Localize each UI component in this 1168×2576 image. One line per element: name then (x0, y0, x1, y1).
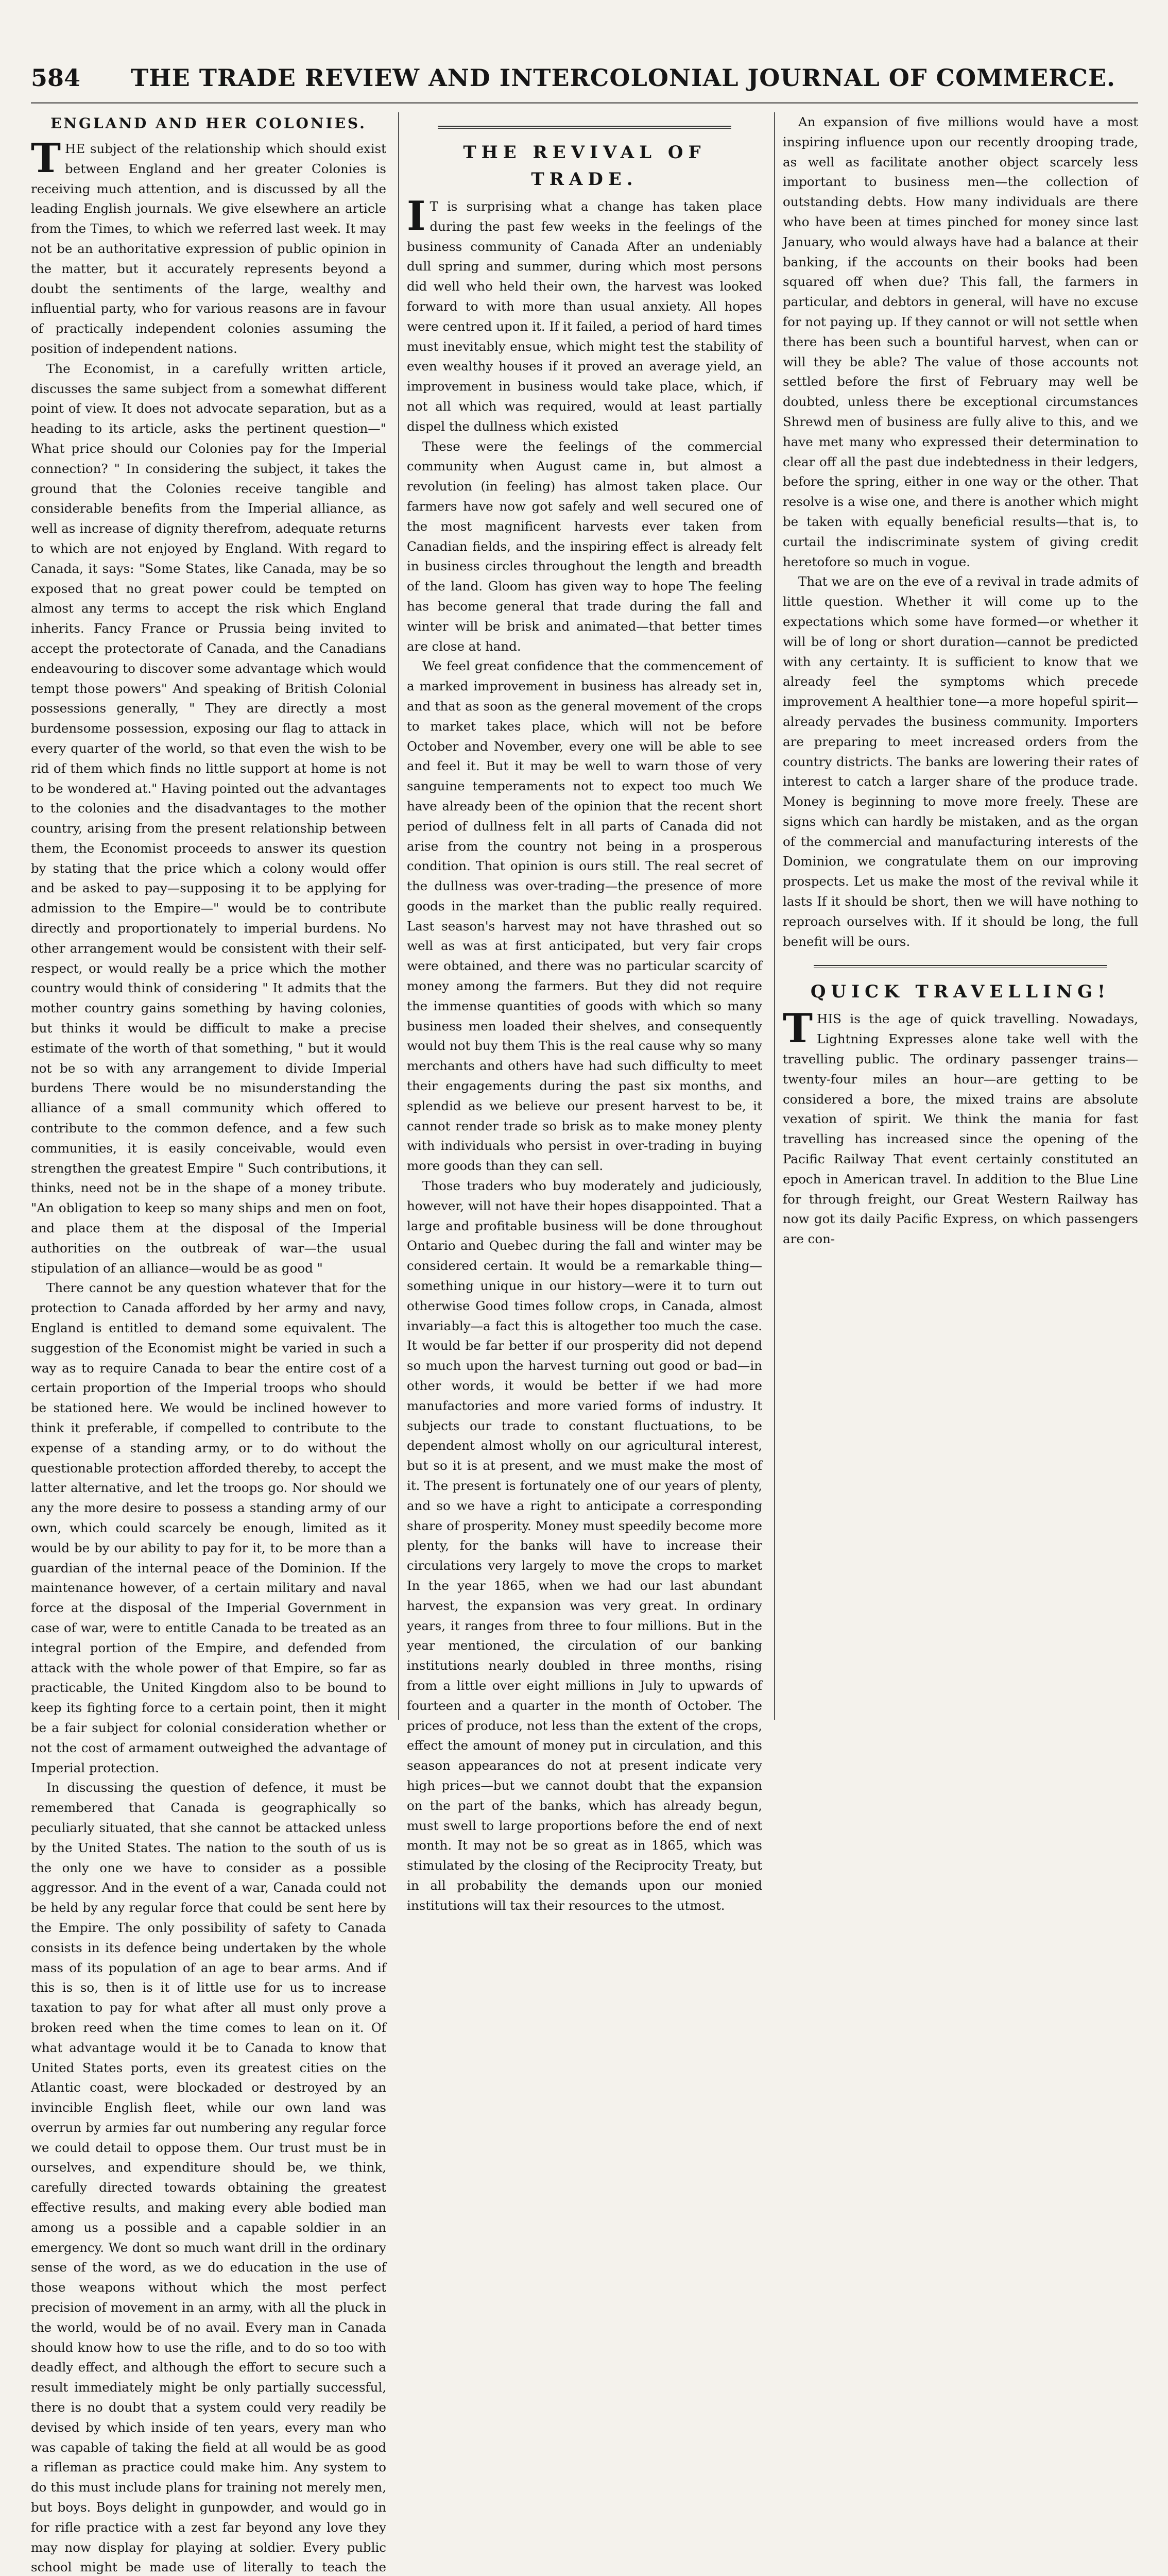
column-2 (407, 112, 762, 1913)
headline-revival-of-trade: THE REVIVAL OF TRADE. (463, 142, 706, 190)
article-columns (31, 112, 1138, 2575)
article-paragraph: THIS is the age of quick travelling. Nowadays, Lightning Expresses alone take well with the travelling public. The ordinary passenger trains—twenty-four miles an hour—are getting to be considered a bore, the mixed trains are absolute vexation of spirit. We think the mania for fast travelling has increased since the opening of the Pacific Railway That event certainly constituted an epoch in American travel. In addition to the Blue Line for through freight, our Great Western Railway has now got its daily Pacific Express, on which passengers are con- (783, 1005, 1138, 1247)
article-paragraph: We feel great confidence that the commencement of a marked improvement in business has already set in, and that as soon as the general movement of the crops to market takes place, which will not be before October and November, every one will be able to see and feel it. But it may be well to warn those of very sanguine temperaments not to expect too much We have already been of the opinion that the recent short period of dullness felt in all parts of Canada did not arise from the country not being in a prosperous condition. That opinion is ours still. The real secret of the dullness was over-trading—the presence of more goods in the market than the public really required. Last season's harvest may not have thrashed out so well as was at first anticipated, but very fair crops were obtained, and there was no particular scarcity of money among the farmers. But they did not require the immense quantities of goods with which so many business men loaded their shelves, and consequently would not buy them This is the real cause why so many merchants and others have had such difficulty to meet their engagements during the past six months, and splendid as we believe our present harvest to be, it cannot render trade so brisk as to make money plenty with individuals who persist in over-trading in buying more goods than they can sell. (407, 658, 762, 1174)
article-paragraph: An expansion of five millions would have a most inspiring influence upon our recently drooping trade, as well as facilitate another object scarcely less important to business men—the collection of outstanding debts. How many individuals are there who have been at times pinched for money since last January, who would always have had a balance at their banking, if the accounts on their books had been squared off when due? This fall, the farmers in particular, and debtors in general, will have no excuse for not paying up. If they cannot or will not settle when there has been such a bountiful harvest, when can or will they be able? The value of those accounts not settled before the first of February may well be doubted, unless there be exceptional circumstances Shrewd men of business are fully alive to this, and we have met many who expressed their determination to clear off all the past due indebtedness in their ledgers, before the spring, either in one way or the other. That resolve is a wise one, and there is another which might be taken with equally beneficial results—that is, to curtail the indiscriminate system of giving credit heretofore so much in vogue. (783, 114, 1138, 569)
headline-england-colonies: ENGLAND AND HER COLONIES. (50, 115, 367, 132)
article-paragraph: These were the feelings of the commercial community when August came in, but almost a revolution (in feeling) has almost taken place. Our farmers have now got safely and well secured one of the most magnificent harvests ever taken from Canadian fields, and the inspiring effect is already felt in business circles throughout the length and breadth of the land. Gloom has given way to hope The feeling has become general that trade during the fall and winter will be brisk and animated—that better times are close at hand. (407, 438, 762, 654)
column-rule (774, 112, 775, 1720)
column-3 (783, 112, 1138, 1720)
article-paragraph: THE subject of the relationship which should exist between England and her greater Colonies is receiving much attention, and is discussed by all the leading English journals. We give elsewhere an article from the Times, to which we referred last week. It may not be an authoritative expression of public opinion in the matter, but it accurately represents beyond a doubt the sentiments of the large, wealthy and influential party, who for various reasons are in favour of practically independent colonies assuming the position of independent nations. (31, 135, 386, 356)
drop-cap: I (407, 193, 426, 240)
masthead (31, 61, 1138, 104)
section-divider (814, 965, 1107, 968)
headline-quick-travelling: QUICK TRAVELLING! (810, 981, 1111, 1003)
running-title: THE TRADE REVIEW AND INTERCOLONIAL JOURNAL OF COMMERCE. (130, 64, 1116, 92)
article-paragraph: Those traders who buy moderately and judiciously, however, will not have their hopes disappointed. That a large and profitable business will be done throughout Ontario and Quebec during the fall and winter may be considered certain. It would be a remarkable thing—something unique in our history—were it to turn out otherwise Good times follow crops, in Canada, almost invariably—a fact this is altogether too much the case. It would be far better if our prosperity did not depend so much upon the harvest turning out good or bad—in other words, it would be better if we had more manufactories and more varied forms of industry. It subjects our trade to constant fluctuations, to be dependent almost wholly on our agricultural interest, but so it is at present, and we must make the most of it. The present is fortunately one of our years of plenty, and so we have a right to anticipate a corresponding share of prosperity. Money must speedily become more plenty, for the banks will have to increase their circulations very largely to move the crops to market In the year 1865, when we had our last abundant harvest, the expansion was very great. In ordinary years, it ranges from three to four millions. But in the year mentioned, the circulation of our banking institutions nearly doubled in three months, rising from a little over eight millions in July to upwards of fourteen and a quarter in the month of October. The prices of produce, not less than the extent of the crops, effect the amount of money put in circulation, and this season appearances do not at present indicate very high prices—but we cannot doubt that the expansion on the part of the banks, which has already begun, must swell to large proportions before the end of next month. It may not be so great as in 1865, which was stimulated by the closing of the Reciprocity Treaty, but in all probability the demands upon our monied institutions will tax their resources to the utmost. (407, 1178, 762, 1913)
article-paragraph: There cannot be any question whatever that for the protection to Canada afforded by her army and navy, England is entitled to demand some equivalent. The suggestion of the Economist might be varied in such a way as to require Canada to bear the entire cost of a certain proportion of the Imperial troops who should be stationed here. We would be inclined however to think it preferable, if compelled to contribute to the expense of a standing army, or to do without the questionable protection afforded thereby, to accept the latter alternative, and let the troops go. Nor should we any the more desire to possess a standing army of our own, which could scarcely be enough, limited as it would be by our ability to pay for it, to be more than a guardian of the internal peace of the Dominion. If the maintenance however, of a certain military and naval force at the disposal of the Imperial Government in case of war, were to entitle Canada to be treated as an integral portion of the Empire, and defended from attack with the whole power of that Empire, so far as practicable, the United Kingdom also to be bound to keep its fighting force to a certain point, then it might be a fair subject for colonial consideration whether or not the cost of armament outweighed the advantage of Imperial protection. (31, 1280, 386, 1775)
article-paragraph: In discussing the question of defence, it must be remembered that Canada is geographically so peculiarly situated, that she cannot be attacked unless by the United States. The nation to the south of us is the only one we have to consider as a possible aggressor. And in the event of a war, Canada could not be held by any regular force that could be sent here by the Empire. The only possibility of safety to Canada consists in its defence being undertaken by the whole mass of its population of an age to bear arms. And if this is so, then is it of little use for us to increase taxation to pay for what after all must only prove a broken reed when the time comes to lean on it. Of what advantage would it be to Canada to know that United States ports, even its greatest cities on the Atlantic coast, were blockaded or destroyed by an invincible English fleet, while our own land was overrun by armies far out numbering any regular force we could detail to oppose them. Our trust must be in ourselves, and expenditure should be, we think, carefully directed towards obtaining the greatest effective results, and making every able bodied man among us a possible and a capable soldier in an emergency. We dont so much want drill in the ordinary sense of the word, as we do education in the use of those weapons without which the most perfect precision of movement in an army, with all the pluck in the world, would be of no avail. Every man in Canada should know how to use the rifle, and to do so too with deadly effect, and although the effort to secure such a result immediately might be only partially successful, there is no doubt that a system could very readily be devised by which inside of ten years, every man who was capable of taking the field at all would be as good a rifleman as practice could make him. Any system to do this must include plans for training not merely men, but boys. Boys delight in gunpowder, and would go in for rifle practice with a zest far beyond any love they may now display for playing at soldier. Every public school might be made use of literally to teach the (31, 1780, 386, 2575)
column-1 (31, 112, 386, 2575)
section-divider (438, 126, 731, 129)
column-rule (398, 112, 399, 1720)
article-paragraph: The Economist, in a carefully written article, discusses the same subject from a somewhat different point of view. It does not advocate separation, but as a heading to its article, asks the pertinent question—" What price should our Colonies pay for the Imperial connection? " In considering the subject, it takes the ground that the Colonies receive tangible and considerable benefits from the Imperial alliance, as well as increase of dignity therefrom, adequate returns to which are not enjoyed by England. With regard to Canada, it says: "Some States, like Canada, may be so exposed that no great power could be tempted on almost any terms to accept the risk which England inherits. Fancy France or Prussia being invited to accept the protectorate of Canada, and the Canadians endeavouring to discover some advantage which would tempt those powers" And speaking of British Colonial possessions generally, " They are directly a most burdensome possession, exposing our flag to attack in every quarter of the world, so that even the wish to be rid of them which finds no little support at home is not to be wondered at." Having pointed out the advantages to the colonies and the disadvantages to the mother country, arising from the present relationship between them, the Economist proceeds to answer its question by stating that the price which a colony would offer and be asked to pay—supposing it to be applying for admission to the Empire—" would be to contribute directly and proportionately to imperial burdens. No other arrangement would be consistent with their self-respect, or would really be a price which the mother country would think of considering " It admits that the mother country gains something by having colonies, but thinks it would be difficult to make a precise estimate of the worth of that something, " but it would not be so with any arrangement to divide Imperial burdens There would be no misunderstanding the alliance of a small community which offered to contribute to the common defence, and a few such communities, it is easily conceivable, would even strengthen the greatest Empire " Such contributions, it thinks, need not be in the shape of a money tribute. "An obligation to keep so many ships and men on foot, and place them at the disposal of the Imperial authorities on the outbreak of war—the usual stipulation of an alliance—would be as good " (31, 361, 386, 1276)
page-number: 584 (31, 64, 81, 92)
article-paragraph: That we are on the eve of a revival in trade admits of little question. Whether it will come up to the expectations which some have formed—or whether it will be of long or short duration—cannot be predicted with any certainty. It is sufficient to know that we already feel the symptoms which precede improvement A healthier tone—a more hopeful spirit—already pervades the business community. Importers are preparing to meet increased orders from the country districts. The banks are lowering their rates of interest to catch a larger share of the produce trade. Money is beginning to move more freely. These are signs which can hardly be mistaken, and as the organ of the commercial and manufacturing interests of the Dominion, we congratulate them on our improving prospects. Let us make the most of the revival while it lasts If it should be short, then we will have nothing to reproach ourselves with. If it should be long, the full benefit will be ours. (783, 574, 1138, 949)
drop-cap: T (783, 1005, 813, 1053)
article-paragraph: I T is surprising what a change has taken place during the past few weeks in the feelings of the business community of Canada After an undeniably dull spring and summer, during which most persons did well who held their own, the harvest was looked forward to with more than usual anxiety. All hopes were centred upon it. If it failed, a period of hard times must inevitably ensue, which might test the stability of even wealthy houses if it proved an average yield, an improvement in business would take place, which, if not all which was required, would at least partially dispel the dullness which existed (407, 193, 762, 434)
drop-cap: T (31, 135, 61, 182)
